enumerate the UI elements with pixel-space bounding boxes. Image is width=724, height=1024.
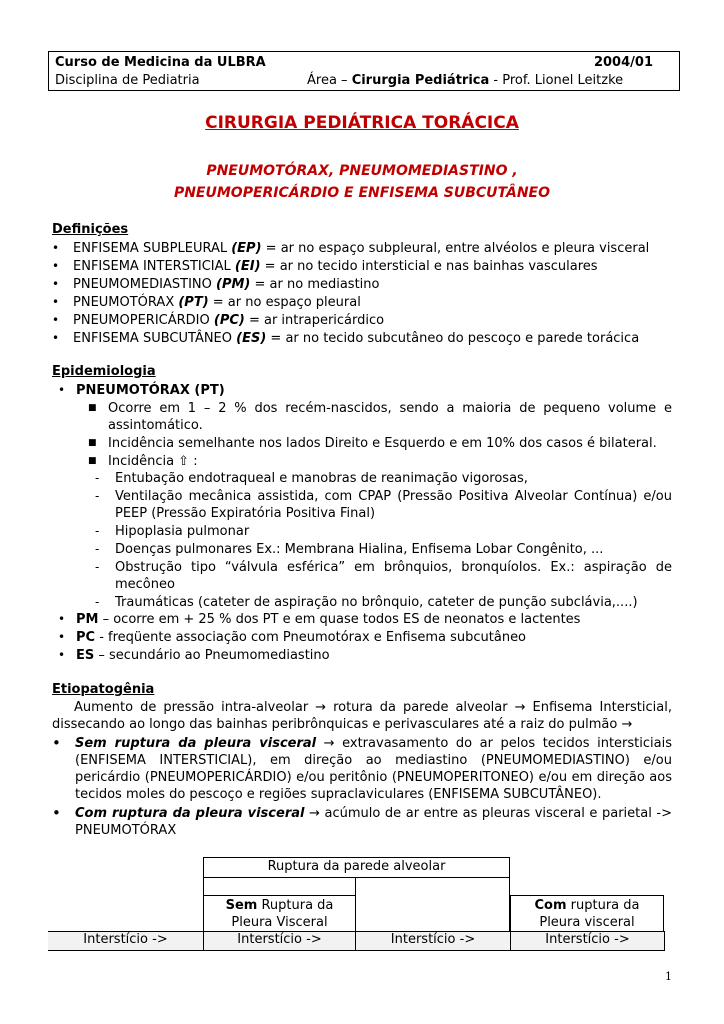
- definition-item: PNEUMOMEDIASTINO (PM) = ar no mediastino: [73, 277, 380, 292]
- pc-line: PC - freqüente associação com Pneumotórax e Enfisema subcutâneo: [76, 630, 527, 645]
- pt-label: PNEUMOTÓRAX (PT): [76, 383, 225, 398]
- bullet-icon: •: [52, 277, 60, 291]
- dash-marker: -: [95, 471, 100, 485]
- risk-factor-item: Hipoplasia pulmonar: [115, 524, 250, 539]
- risk-factor-item: Traumáticas (cateter de aspiração no brônquio, cateter de punção subclávia,....): [115, 595, 638, 610]
- square-bullet-icon: ■: [88, 456, 97, 466]
- subtitle-line-1: PNEUMOTÓRAX, PNEUMOMEDIASTINO ,: [206, 163, 518, 179]
- area-line: Área – Cirurgia Pediátrica - Prof. Lionel Leitzke: [307, 73, 624, 88]
- table-cell-bottom-4: Interstício ->: [510, 931, 665, 951]
- bullet-icon: •: [52, 241, 60, 255]
- table-cell-com: Com ruptura da Pleura visceral: [510, 895, 664, 932]
- epidemiology-item-2: Incidência semelhante nos lados Direito e Esquerdo e em 10% dos casos é bilateral.: [108, 436, 657, 451]
- dash-marker: -: [95, 489, 100, 503]
- risk-factor-item: Ventilação mecânica assistida, com CPAP (Pressão Positiva Alveolar Contínua) e/ou PEEP (Pressão Expiratória Positiva Final): [115, 489, 672, 521]
- dash-marker: -: [95, 595, 100, 609]
- definition-item: PNEUMOTÓRAX (PT) = ar no espaço pleural: [73, 295, 361, 310]
- dash-marker: -: [95, 560, 100, 574]
- header-box: [48, 51, 680, 91]
- course-name: Curso de Medicina da ULBRA: [55, 55, 266, 70]
- pm-line: PM – ocorre em + 25 % dos PT e em quase todos ES de neonatos e lactentes: [76, 612, 581, 627]
- risk-factor-item: Doenças pulmonares Ex.: Membrana Hialina, Enfisema Lobar Congênito, ...: [115, 542, 604, 557]
- es-line: ES – secundário ao Pneumomediastino: [76, 648, 330, 663]
- epidemiology-item-1: Ocorre em 1 – 2 % dos recém-nascidos, sendo a maioria de pequeno volume e assintomático.: [108, 401, 672, 433]
- bullet-icon: •: [58, 630, 66, 644]
- epidemiology-item-3: Incidência ⇧ :: [108, 454, 198, 469]
- bullet-icon: •: [52, 313, 60, 327]
- etiopathogeny-item-1: Sem ruptura da pleura visceral → extravasamento do ar pelos tecidos intersticiais (ENFISEMA INTERSTICIAL), em direção ao mediastino (PNEUMOMEDIASTINO) e/ou pericárdio (PNEUMOPERICÁRDIO) e/ou peritônio (PNEUMOPERITONEO) e/ou em direção aos tecidos moles do pescoço e regiões supraclaviculares (ENFISEMA SUBCUTÂNEO).: [75, 736, 672, 802]
- definition-item: ENFISEMA SUBPLEURAL (EP) = ar no espaço subpleural, entre alvéolos e pleura visceral: [73, 241, 650, 256]
- bullet-icon: •: [58, 612, 66, 626]
- document-title: CIRURGIA PEDIÁTRICA TORÁCICA: [205, 113, 519, 133]
- bullet-icon: •: [52, 734, 61, 752]
- definition-item: ENFISEMA SUBCUTÂNEO (ES) = ar no tecido subcutâneo do pescoço e parede torácica: [73, 331, 640, 346]
- definition-item: ENFISEMA INTERSTICIAL (EI) = ar no tecido intersticial e nas bainhas vasculares: [73, 259, 598, 274]
- dash-marker: -: [95, 542, 100, 556]
- discipline: Disciplina de Pediatria: [55, 73, 200, 88]
- definitions-heading: Definições: [52, 222, 129, 237]
- dash-marker: -: [95, 524, 100, 538]
- table-cell-bottom-1: Interstício ->: [83, 932, 168, 947]
- risk-factor-item: Entubação endotraqueal e manobras de reanimação vigorosas,: [115, 471, 528, 486]
- bullet-icon: •: [52, 295, 60, 309]
- epidemiology-heading: Epidemiologia: [52, 364, 156, 379]
- etiopathogeny-item-2: Com ruptura da pleura visceral → acúmulo de ar entre as pleuras visceral e parietal -> PNEUMOTÓRAX: [75, 806, 673, 838]
- table-cell-top: Ruptura da parede alveolar: [203, 857, 510, 878]
- square-bullet-icon: ■: [88, 403, 97, 413]
- subtitle-line-2: PNEUMOPERICÁRDIO E ENFISEMA SUBCUTÂNEO: [173, 185, 551, 201]
- page-number: 1: [665, 970, 672, 983]
- etiopathogeny-heading: Etiopatogênia: [52, 682, 155, 697]
- square-bullet-icon: ■: [88, 438, 97, 448]
- bullet-icon: •: [58, 648, 66, 662]
- bullet-icon: •: [58, 383, 66, 397]
- definition-item: PNEUMOPERICÁRDIO (PC) = ar intrapericárdico: [73, 313, 385, 328]
- table-cell-sem: Sem Ruptura da Pleura Visceral: [203, 895, 356, 932]
- table-spacer-center: [355, 877, 510, 931]
- table-cell-bottom-2: Interstício ->: [203, 931, 356, 951]
- bullet-icon: •: [52, 259, 60, 273]
- bullet-icon: •: [52, 331, 60, 345]
- etiopathogeny-intro: Aumento de pressão intra-alveolar → rotura da parede alveolar → Enfisema Intersticial, dissecando ao longo das bainhas peribrônquicas e perivasculares até a raiz do pulmão →: [52, 700, 672, 732]
- bullet-icon: •: [52, 804, 61, 822]
- risk-factor-item: Obstrução tipo “válvula esférica” em brônquios, bronquíolos. Ex.: aspiração de mecôneo: [115, 560, 672, 592]
- table-cell-bottom-3: Interstício ->: [390, 932, 476, 947]
- semester: 2004/01: [593, 55, 653, 70]
